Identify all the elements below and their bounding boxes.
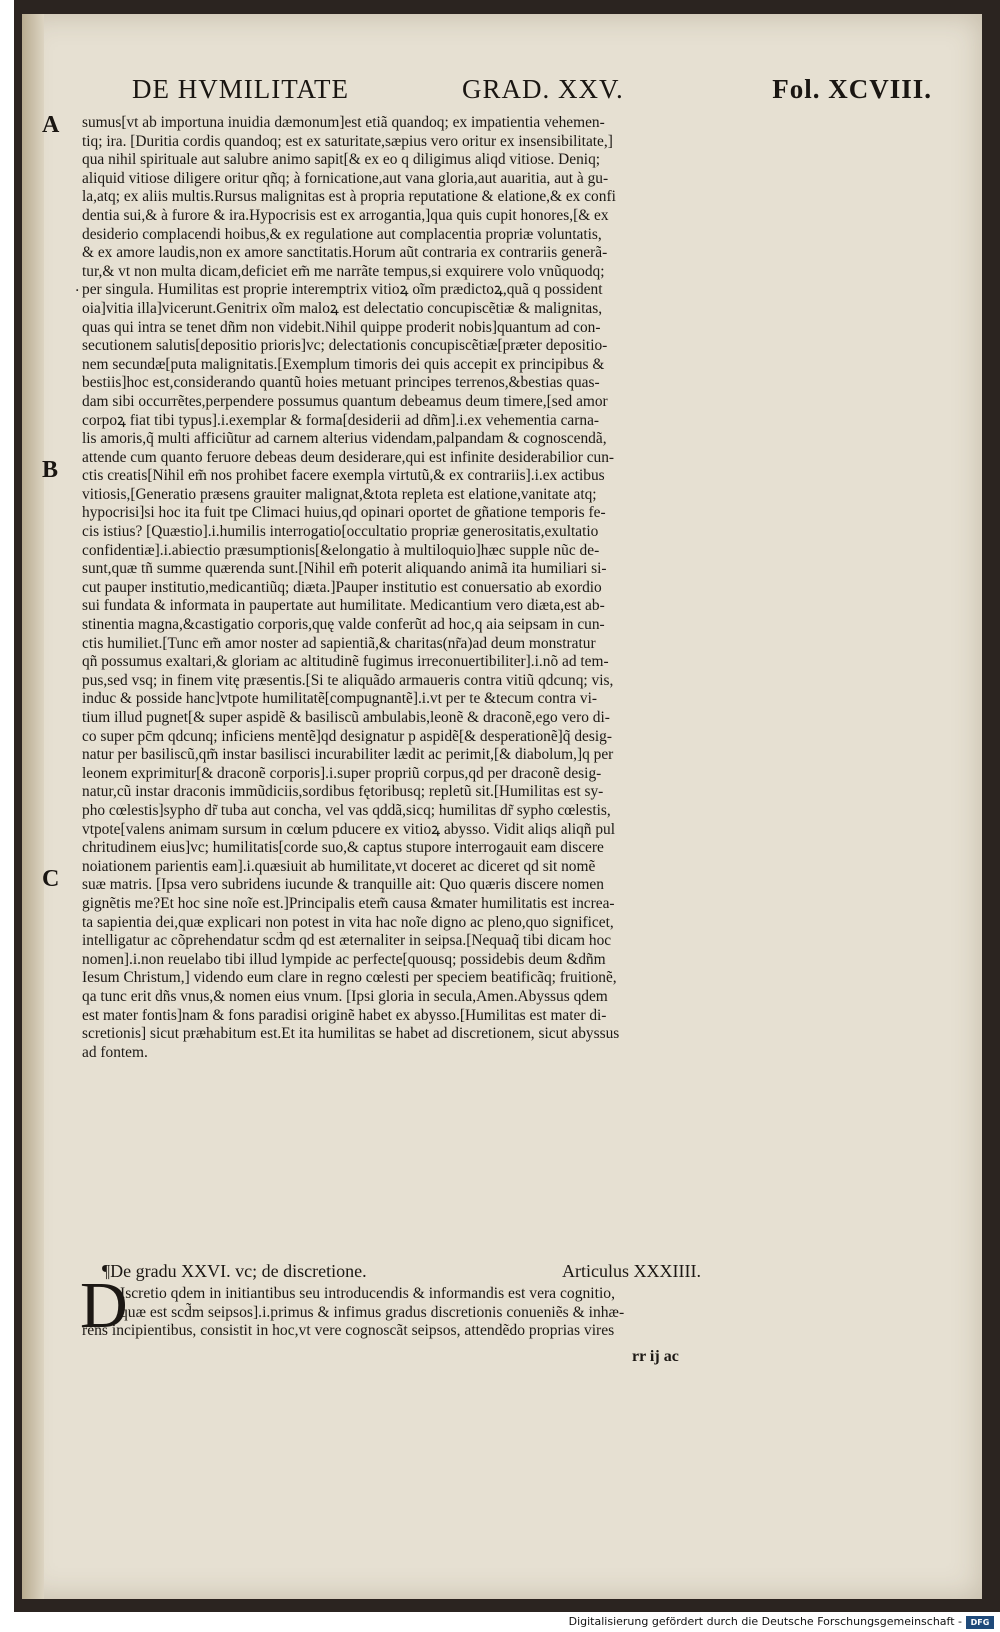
text-line: oia]vitia illa]vicerunt.Genitrix oĩm maloꝝ est delectatio concupiscẽtiæ & malignitas, (82, 299, 603, 317)
text-line: gignẽtis me?Et hoc sine noĩe est.]Principalis etem̃ causa &mater humilitatis est increa- (82, 894, 615, 912)
text-line: scretionis] sicut præhabitum est.Et ita humilitas se habet ad discretionem, sicut abyssus (82, 1025, 620, 1043)
text-line: bestiis]hoc est,considerando quantũ hoies metuant principes terrenos,&bestias quas- (82, 374, 600, 392)
text-line: sui fundata & informata in paupertate aut humilitate. Medicantium vero diæta,est ab- (82, 597, 605, 615)
text-line: sumus[vt ab importuna inuidia dæmonum]est etiã quandoq; ex impatientia vehemen- (82, 114, 605, 131)
text-line: chritudinem eius]vc; humilitatis[corde suo,& captus stupore interrogauit eam discere (82, 839, 604, 857)
text-line: cis istius? [Quæstio].i.humilis interrogatio[occultatio propriæ generositatis,exultatio (82, 523, 599, 541)
text-line: sunt,quæ tñ summe quærenda sunt.[Nihil em̃ poterit aliquando animã ita humiliari si- (82, 560, 607, 578)
text-line: confidentiæ].i.abiectio præsumptionis[&elongatio à multiloquio]hæc supple nũc de- (82, 541, 600, 559)
section-heading (102, 1261, 802, 1282)
paper-gutter-edge (22, 14, 44, 1599)
text-line: desiderio complacendi hoibus,& ex regulatione aut complacentia propriæ voluntatis, (82, 225, 602, 243)
section-text-line: Iscretio qdem in initiantibus seu introducendis & informandis est vera cognitio, (120, 1285, 616, 1302)
text-line: est mater fontis]nam & fons paradisi originẽ habet ex abysso.[Humilitas est mater di- (82, 1006, 607, 1024)
drop-cap: D (80, 1269, 128, 1342)
dfg-logo: DFG (966, 1616, 994, 1629)
text-line: ctis creatis[Nihil em̃ nos prohibet facere exempla virtutũ,& ex contrariis].i.ex actibus (82, 467, 605, 485)
text-line: natur,cũ instar draconis immũdiciis,sordibus fętoribusq; repletũ sit.[Humilitas est sy- (82, 783, 604, 801)
paper-sheet (22, 14, 982, 1599)
text-line: natur per basiliscũ,qm̃ instar basilisci incurabiliter lædit ac perimit,[& diabolum,]q per (82, 746, 614, 764)
text-line: hypocrisi]si hoc ita fuit tpe Climaci huius,qd opinari oportet de gñatione temporis fe- (82, 504, 606, 522)
text-line: induc & posside hanc]vtpote humilitatẽ[compugnantẽ].i.vt per te &tecum contra vi- (82, 690, 598, 708)
text-line: pho cœlestis]sypho dr̃ tuba aut concha, vel vas qddã,sicq; humilitas dr̃ sypho cœlestis, (82, 801, 611, 819)
text-line: qua nihil spirituale aut salubre animo sapit[& ex eo q diligimus aliqd vitiose. Deniq; (82, 151, 601, 169)
text-line: ta sapientia dei,quæ explicari non potest in vita hac noĩe digno ac pleno,quo significet, (82, 913, 614, 931)
header-title: DE HVMILITATE (132, 74, 350, 104)
text-line: ad fontem. (82, 1043, 148, 1061)
text-line: Iesum Christum,] videndo eum clare in regno cœlesti per speciem beatificãq; fruitionẽ, (82, 969, 617, 987)
text-line: pus,sed vsq; in finem vitę præsentis.[Si te aliquãdo armaueris contra vitiũ qdcunq; vis, (82, 671, 614, 689)
section-text (82, 1284, 798, 1340)
text-line: co super pc̄m qdcunq; inficiens mentẽ]qd designatur p aspidẽ[& desperationẽ]q̃ desig- (82, 727, 612, 745)
footer-bar (0, 1614, 1000, 1632)
margin-marker-c: C (42, 866, 60, 892)
text-line: attende cum quanto feruore debeas deum desiderare,qui est infinite desiderabilior cun- (82, 448, 615, 466)
text-line: qa tunc erit dñs vnus,& nomen eius vnum. [Ipsi gloria in secula,Amen.Abyssus qdem (82, 987, 608, 1005)
text-line: dentia sui,& à furore & ira.Hypocrisis est ex arrogantia,]qua quis cupit honores,[& ex (82, 206, 609, 224)
text-line: intelligatur ac cõprehendatur scd̃m qd est æternaliter in seipsa.[Nequaq̃ tibi dicam hoc (82, 932, 612, 950)
text-line: lis amoris,q̃ multi afficiũtur ad carnem alterius videndam,palpandam & cognoscendã, (82, 430, 607, 448)
text-line: tiq; ira. [Duritia cordis quandoq; est ex saturitate,sæpius vero oritur ex insensibilitate,] (82, 132, 613, 150)
text-line: la,atq; ex aliis multis.Rursus malignitas est à propria reputatione & elatione,& ex confi (82, 188, 616, 206)
funding-note: Digitalisierung gefördert durch die Deutsche Forschungsgemeinschaft - (568, 1615, 962, 1628)
text-line: ctis humiliet.[Tunc em̃ amor noster ad sapientiã,& charitas(nr̃a)ad deum monstratur (82, 634, 596, 652)
margin-dot: · (75, 283, 80, 299)
section-text-line: rens incipientibus, consistit in hoc,vt vere cognoscãt seipsos, attendẽdo proprias vires (82, 1322, 615, 1340)
text-line: per singula. Humilitas est proprie interemptrix vitioꝝ oĩm prædictoꝝ,quã q possident (82, 281, 603, 299)
text-line: suæ matris. [Ipsa vero subridens iucunde & tranquille ait: Quo quæris discere nomen (82, 876, 604, 894)
text-line: quas qui intra se tenet dñm non videbit.Nihil quippe proderit nobis]quantum ad con- (82, 318, 601, 336)
text-line: cut pauper institutio,medicantiũq; diæta.]Pauper institutio est conuersatio ab exordio (82, 578, 602, 596)
text-line: stinentia magna,&castigatio corporis,quę valde conferũt ad hoc,q aia seipsam in cun- (82, 616, 605, 634)
section-heading-title: ¶De gradu XXVI. vc; de discretione. (102, 1261, 367, 1281)
text-line: corpoꝝ fiat tibi typus].i.exemplar & forma[desiderii ad dñm].i.ex vehementia carna- (82, 411, 600, 429)
header-folio: Fol. XCVIII. (772, 74, 932, 104)
section-article-number: Articulus XXXIIII. (562, 1261, 701, 1281)
scanned-page (14, 0, 1000, 1612)
text-line: tur,& vt non multa dicam,deficiet em̃ me narrãte tempus,si exquirere volo vnũquodq; (82, 262, 605, 280)
text-line: noiationem parientis eam].i.quæsiuit ab humilitate,vt doceret ac diceret qd sit nomẽ (82, 857, 596, 875)
text-line: & ex amore laudis,non ex amore sanctitatis.Horum aũt contraria ex contrariis generã- (82, 244, 608, 262)
text-line: secutionem salutis[depositio prioris]vc; delectationis concupiscẽtiæ[præter depositio- (82, 337, 608, 355)
text-line: aliquid vitiose diligere oritur qñq; à fornicatione,aut vana gloria,aut auaritia, aut à gu- (82, 169, 609, 187)
text-line: leonem exprimitur[& draconẽ corporis].i.super propriũ corpus,qd per draconẽ desig- (82, 764, 602, 782)
text-line: tium illud pugnet[& super aspidẽ & basiliscũ ambulabis,leonẽ & draconẽ,ego vero di- (82, 709, 610, 726)
text-line: vtpote[valens animam sursum in cœlum pducere ex vitioꝝ abysso. Vidit aliqs aliqñ pul (82, 820, 616, 838)
margin-marker-a: A (42, 112, 60, 138)
body-text (82, 114, 798, 1062)
text-line: dam sibi occurrẽtes,perpendere possumus quantum debeamus deum timere,[sed amor (82, 392, 608, 410)
section-text-line: quæ est scd̃m seipsos].i.primus & infimus gradus discretionis conueniẽs & inhæ- (120, 1303, 625, 1321)
running-header (132, 74, 932, 114)
text-line: nomen].i.non reuelabo tibi illud lympide ac perfecte[quousq; possidebis deum &dñm (82, 950, 606, 968)
header-grade: GRAD. XXV. (462, 74, 624, 104)
text-line: qñ possumus exaltari,& gloriam ac altitudinẽ fugimus irreconuertibiliter].i.nõ ad tem- (82, 653, 609, 671)
text-line: vitiosis,[Generatio præsens grauiter malignat,&tota repleta est elatione,vanitate atq; (82, 485, 597, 503)
margin-marker-b: B (42, 457, 59, 483)
signature-mark: rr ij ac (632, 1348, 679, 1365)
text-line: nem secundæ[puta malignitatis.[Exemplum timoris dei quis accepit ex principibus & (82, 355, 605, 373)
